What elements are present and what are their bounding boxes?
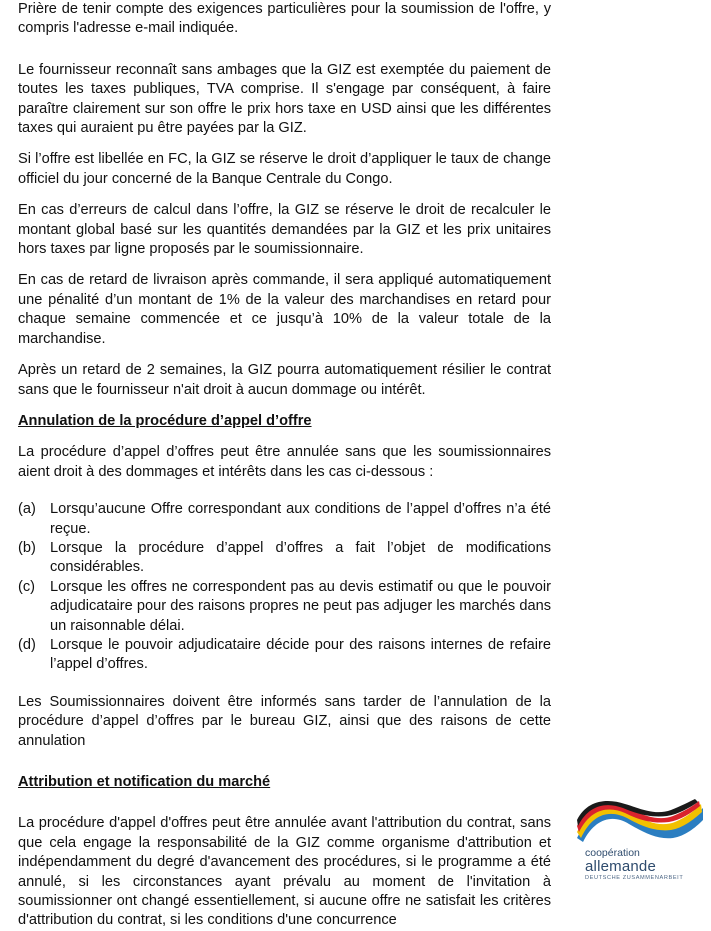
logo-line-cooperation: coopération — [585, 847, 640, 859]
paragraph-calculation-errors: En cas d’erreurs de calcul dans l’offre, la GIZ se réserve le droit de recalculer le montant global basé sur les quantités demandées par la GIZ et les prix unitaires hors taxes par ligne proposés par le soumissionnaire. — [18, 202, 551, 258]
logo-line-allemande: allemande — [585, 858, 657, 875]
paragraph-delivery-penalty: En cas de retard de livraison après commande, il sera appliqué automatiquement une pénalité d’un montant de 1% de la valeur des marchandises en retard pour chaque semaine commencée et ce jusqu’à 10% de la valeur totale de la marchandise. — [18, 272, 551, 347]
list-item-text: Lorsque le pouvoir adjudicataire décide pour des raisons internes de refaire l’appel d’offres. — [50, 636, 551, 673]
heading-annulation: Annulation de la procédure d’appel d’offre — [18, 412, 312, 429]
paragraph-exchange-rate: Si l’offre est libellée en FC, la GIZ se réserve le droit d’appliquer le taux de change officiel du jour concerné de la Banque Centrale du Congo. — [18, 151, 551, 187]
list-item-label: (d) — [18, 636, 36, 653]
list-item-label: (b) — [18, 539, 36, 556]
logo-line-deutsche-zusammenarbeit: DEUTSCHE ZUSAMMENARBEIT — [585, 875, 684, 881]
paragraph-submission-requirements: Prière de tenir compte des exigences particulières pour la soumission de l'offre, y compris l'adresse e-mail indiquée. — [18, 1, 551, 37]
document-page — [18, 0, 551, 931]
list-item — [18, 500, 551, 539]
list-item — [18, 578, 551, 636]
list-item — [18, 636, 551, 675]
list-item-text: Lorsque les offres ne correspondent pas au devis estimatif ou que le pouvoir adjudicataire pour des raisons propres ne peut pas adjuger les marchés dans un raisonnable délai. — [50, 578, 551, 634]
annulation-cases-list — [18, 500, 551, 675]
list-item-label: (a) — [18, 501, 36, 518]
list-item — [18, 539, 551, 578]
flag-wave-icon — [573, 798, 707, 850]
paragraph-attribution-body: La procédure d'appel d'offres peut être annulée avant l'attribution du contrat, sans que cela engage la responsabilité de la GIZ comme organisme d'attribution et indépendamment du degré d'avancement des procédures, si le programme a été annulé, si les circonstances ayant prévalu au moment de l'invitation à soumissionner ont changé essentiellement, si aucune offre ne satisfait les critères d'attribution du contrat, si les conditions d'une concurrence — [18, 815, 551, 929]
paragraph-tax-exemption: Le fournisseur reconnaît sans ambages que la GIZ est exemptée du paiement de toutes les taxes publiques, TVA comprise. Il s'engage par conséquent, à faire paraître clairement sur son offre le prix hors taxe en USD ainsi que les différentes taxes qui auraient pu être payées par la GIZ. — [18, 61, 551, 137]
list-item-text: Lorsqu’aucune Offre correspondant aux conditions de l’appel d’offres n’a été reçue. — [50, 501, 551, 537]
paragraph-annulation-intro: La procédure d’appel d’offres peut être annulée sans que les soumissionnaires aient droit à des dommages et intérêts dans les cas ci-dessous : — [18, 444, 551, 480]
list-item-text: Lorsque la procédure d’appel d’offres a fait l’objet de modifications considérables. — [50, 539, 551, 576]
list-item-label: (c) — [18, 578, 36, 595]
paragraph-annulation-notice: Les Soumissionnaires doivent être informés sans tarder de l’annulation de la procédure d’appel d’offres par le bureau GIZ, ainsi que des raisons de cette annulation — [18, 693, 551, 749]
cooperation-allemande-logo — [573, 798, 707, 891]
heading-attribution: Attribution et notification du marché — [18, 774, 271, 790]
paragraph-contract-termination: Après un retard de 2 semaines, la GIZ pourra automatiquement résilier le contrat sans que le fournisseur n'ait droit à aucun dommage ou intérêt. — [18, 362, 551, 398]
